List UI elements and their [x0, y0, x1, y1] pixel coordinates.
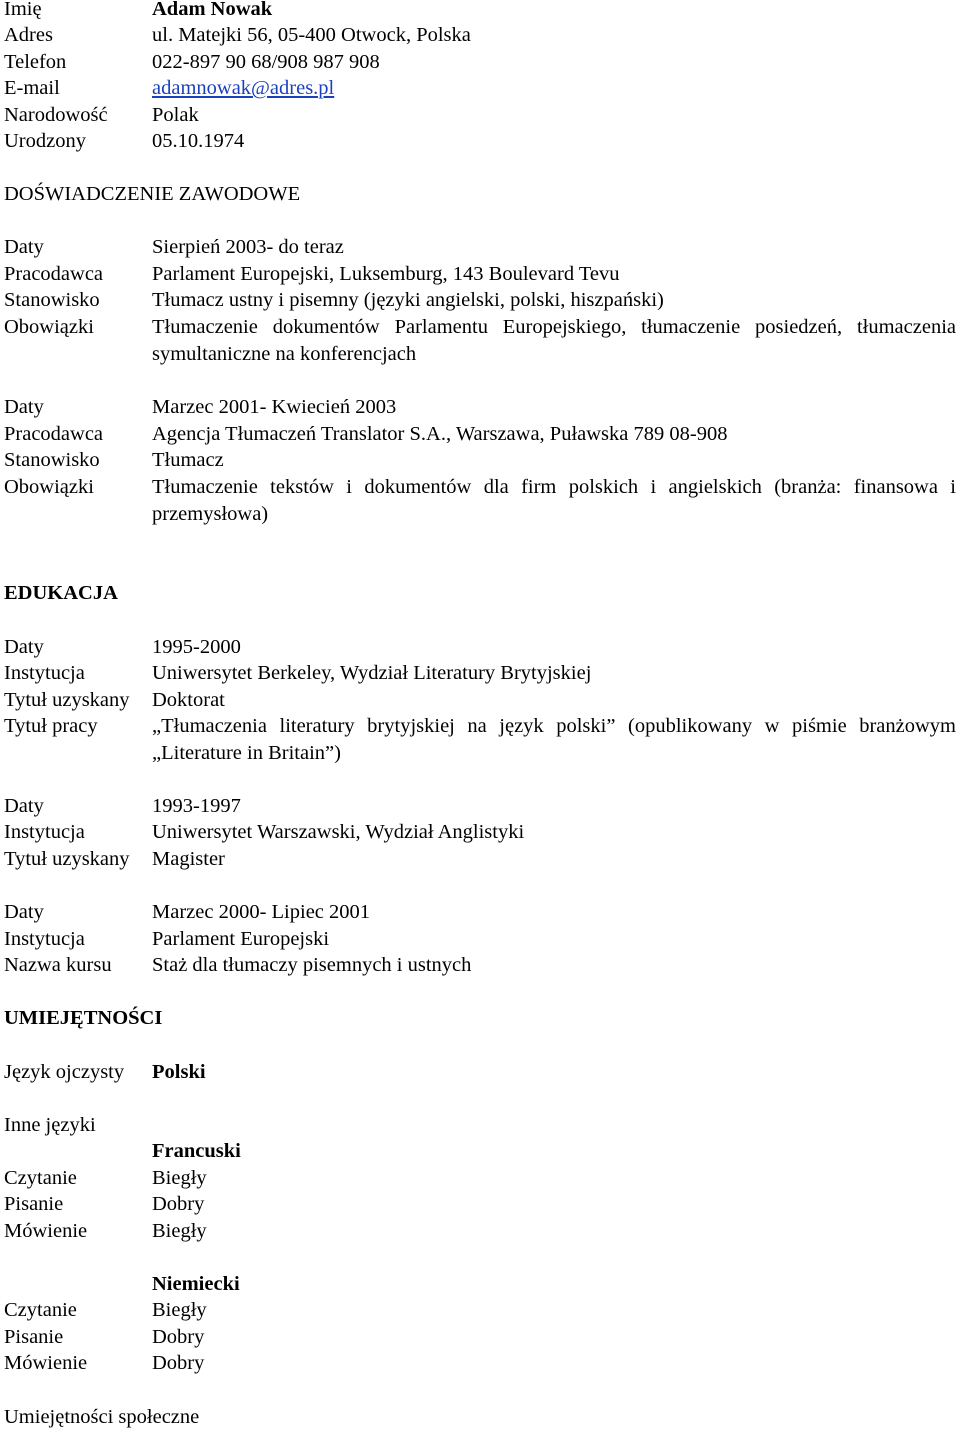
edu2-institution-label: Instytucja [4, 821, 85, 843]
job1-duties: Tłumaczenie dokumentów Parlamentu Europejskiego, tłumaczenie posiedzeń, tłumaczenia symultaniczne na konferencjach [152, 316, 956, 365]
language1-reading-label: Czytanie [4, 1167, 77, 1189]
experience-heading: DOŚWIADCZENIE ZAWODOWE [4, 183, 301, 205]
language2-reading: Biegły [152, 1299, 207, 1321]
language1-writing: Dobry [152, 1193, 205, 1215]
job2-employer-label: Pracodawca [4, 423, 104, 445]
job1-position-label: Stanowisko [4, 289, 100, 311]
native-language-value: Polski [152, 1061, 206, 1083]
nationality-value: Polak [152, 104, 199, 126]
job1-position: Tłumacz ustny i pisemny (języki angielski, polski, hiszpański) [152, 289, 664, 311]
language2-name: Niemiecki [152, 1273, 240, 1295]
address-label: Adres [4, 24, 53, 46]
edu1-thesis-label: Tytuł pracy [4, 715, 98, 737]
job2-duties: Tłumaczenie tekstów i dokumentów dla firm polskich i angielskich (branża: finansowa i przemysłowa) [152, 476, 956, 525]
edu3-institution-label: Instytucja [4, 928, 85, 950]
edu2-degree-label: Tytuł uzyskany [4, 848, 130, 870]
language2-writing: Dobry [152, 1326, 205, 1348]
job2-position-label: Stanowisko [4, 449, 100, 471]
born-label: Urodzony [4, 130, 86, 152]
job2-employer: Agencja Tłumaczeń Translator S.A., Warszawa, Puławska 789 08-908 [152, 423, 728, 445]
phone-label: Telefon [4, 51, 67, 73]
edu3-institution: Parlament Europejski [152, 928, 330, 950]
edu1-institution: Uniwersytet Berkeley, Wydział Literatury Brytyjskiej [152, 662, 592, 684]
born-value: 05.10.1974 [152, 130, 245, 152]
edu2-dates: 1993-1997 [152, 795, 241, 817]
education-heading: EDUKACJA [4, 582, 118, 604]
edu3-dates-label: Daty [4, 901, 44, 923]
language1-speaking-label: Mówienie [4, 1220, 88, 1242]
nationality-label: Narodowość [4, 104, 108, 126]
edu3-dates: Marzec 2000- Lipiec 2001 [152, 901, 371, 923]
edu2-degree: Magister [152, 848, 225, 870]
job1-dates-label: Daty [4, 236, 44, 258]
job2-dates-label: Daty [4, 396, 44, 418]
native-language-label: Język ojczysty [4, 1061, 125, 1083]
other-languages-label: Inne języki [4, 1114, 96, 1136]
language2-reading-label: Czytanie [4, 1299, 77, 1321]
job2-duties-label: Obowiązki [4, 476, 94, 498]
edu1-degree-label: Tytuł uzyskany [4, 689, 130, 711]
edu2-institution: Uniwersytet Warszawski, Wydział Anglistyki [152, 821, 525, 843]
edu3-course: Staż dla tłumaczy pisemnych i ustnych [152, 954, 472, 976]
phone-value: 022-897 90 68/908 987 908 [152, 51, 380, 73]
email-label: E-mail [4, 77, 60, 99]
language1-writing-label: Pisanie [4, 1193, 64, 1215]
language2-speaking-label: Mówienie [4, 1352, 88, 1374]
email-link[interactable]: adamnowak@adres.pl [152, 77, 335, 99]
job2-position: Tłumacz [152, 449, 224, 471]
edu1-dates-label: Daty [4, 636, 44, 658]
job1-employer: Parlament Europejski, Luksemburg, 143 Boulevard Tevu [152, 263, 620, 285]
edu1-thesis: „Tłumaczenia literatury brytyjskiej na język polski” (opublikowany w piśmie branżowym „Literature in Britain”) [152, 715, 956, 764]
address-value: ul. Matejki 56, 05-400 Otwock, Polska [152, 24, 471, 46]
job2-dates: Marzec 2001- Kwiecień 2003 [152, 396, 397, 418]
language1-reading: Biegły [152, 1167, 207, 1189]
skills-heading: UMIEJĘTNOŚCI [4, 1007, 163, 1029]
name-value: Adam Nowak [152, 0, 273, 20]
edu1-institution-label: Instytucja [4, 662, 85, 684]
job1-employer-label: Pracodawca [4, 263, 104, 285]
social-skills-label: Umiejętności społeczne [4, 1406, 200, 1428]
edu1-dates: 1995-2000 [152, 636, 241, 658]
job1-dates: Sierpień 2003- do teraz [152, 236, 344, 258]
edu2-dates-label: Daty [4, 795, 44, 817]
language2-speaking: Dobry [152, 1352, 205, 1374]
edu3-course-label: Nazwa kursu [4, 954, 112, 976]
language1-name: Francuski [152, 1140, 241, 1162]
language1-speaking: Biegły [152, 1220, 207, 1242]
job1-duties-label: Obowiązki [4, 316, 94, 338]
language2-writing-label: Pisanie [4, 1326, 64, 1348]
name-label: Imię [4, 0, 42, 20]
edu1-degree: Doktorat [152, 689, 225, 711]
